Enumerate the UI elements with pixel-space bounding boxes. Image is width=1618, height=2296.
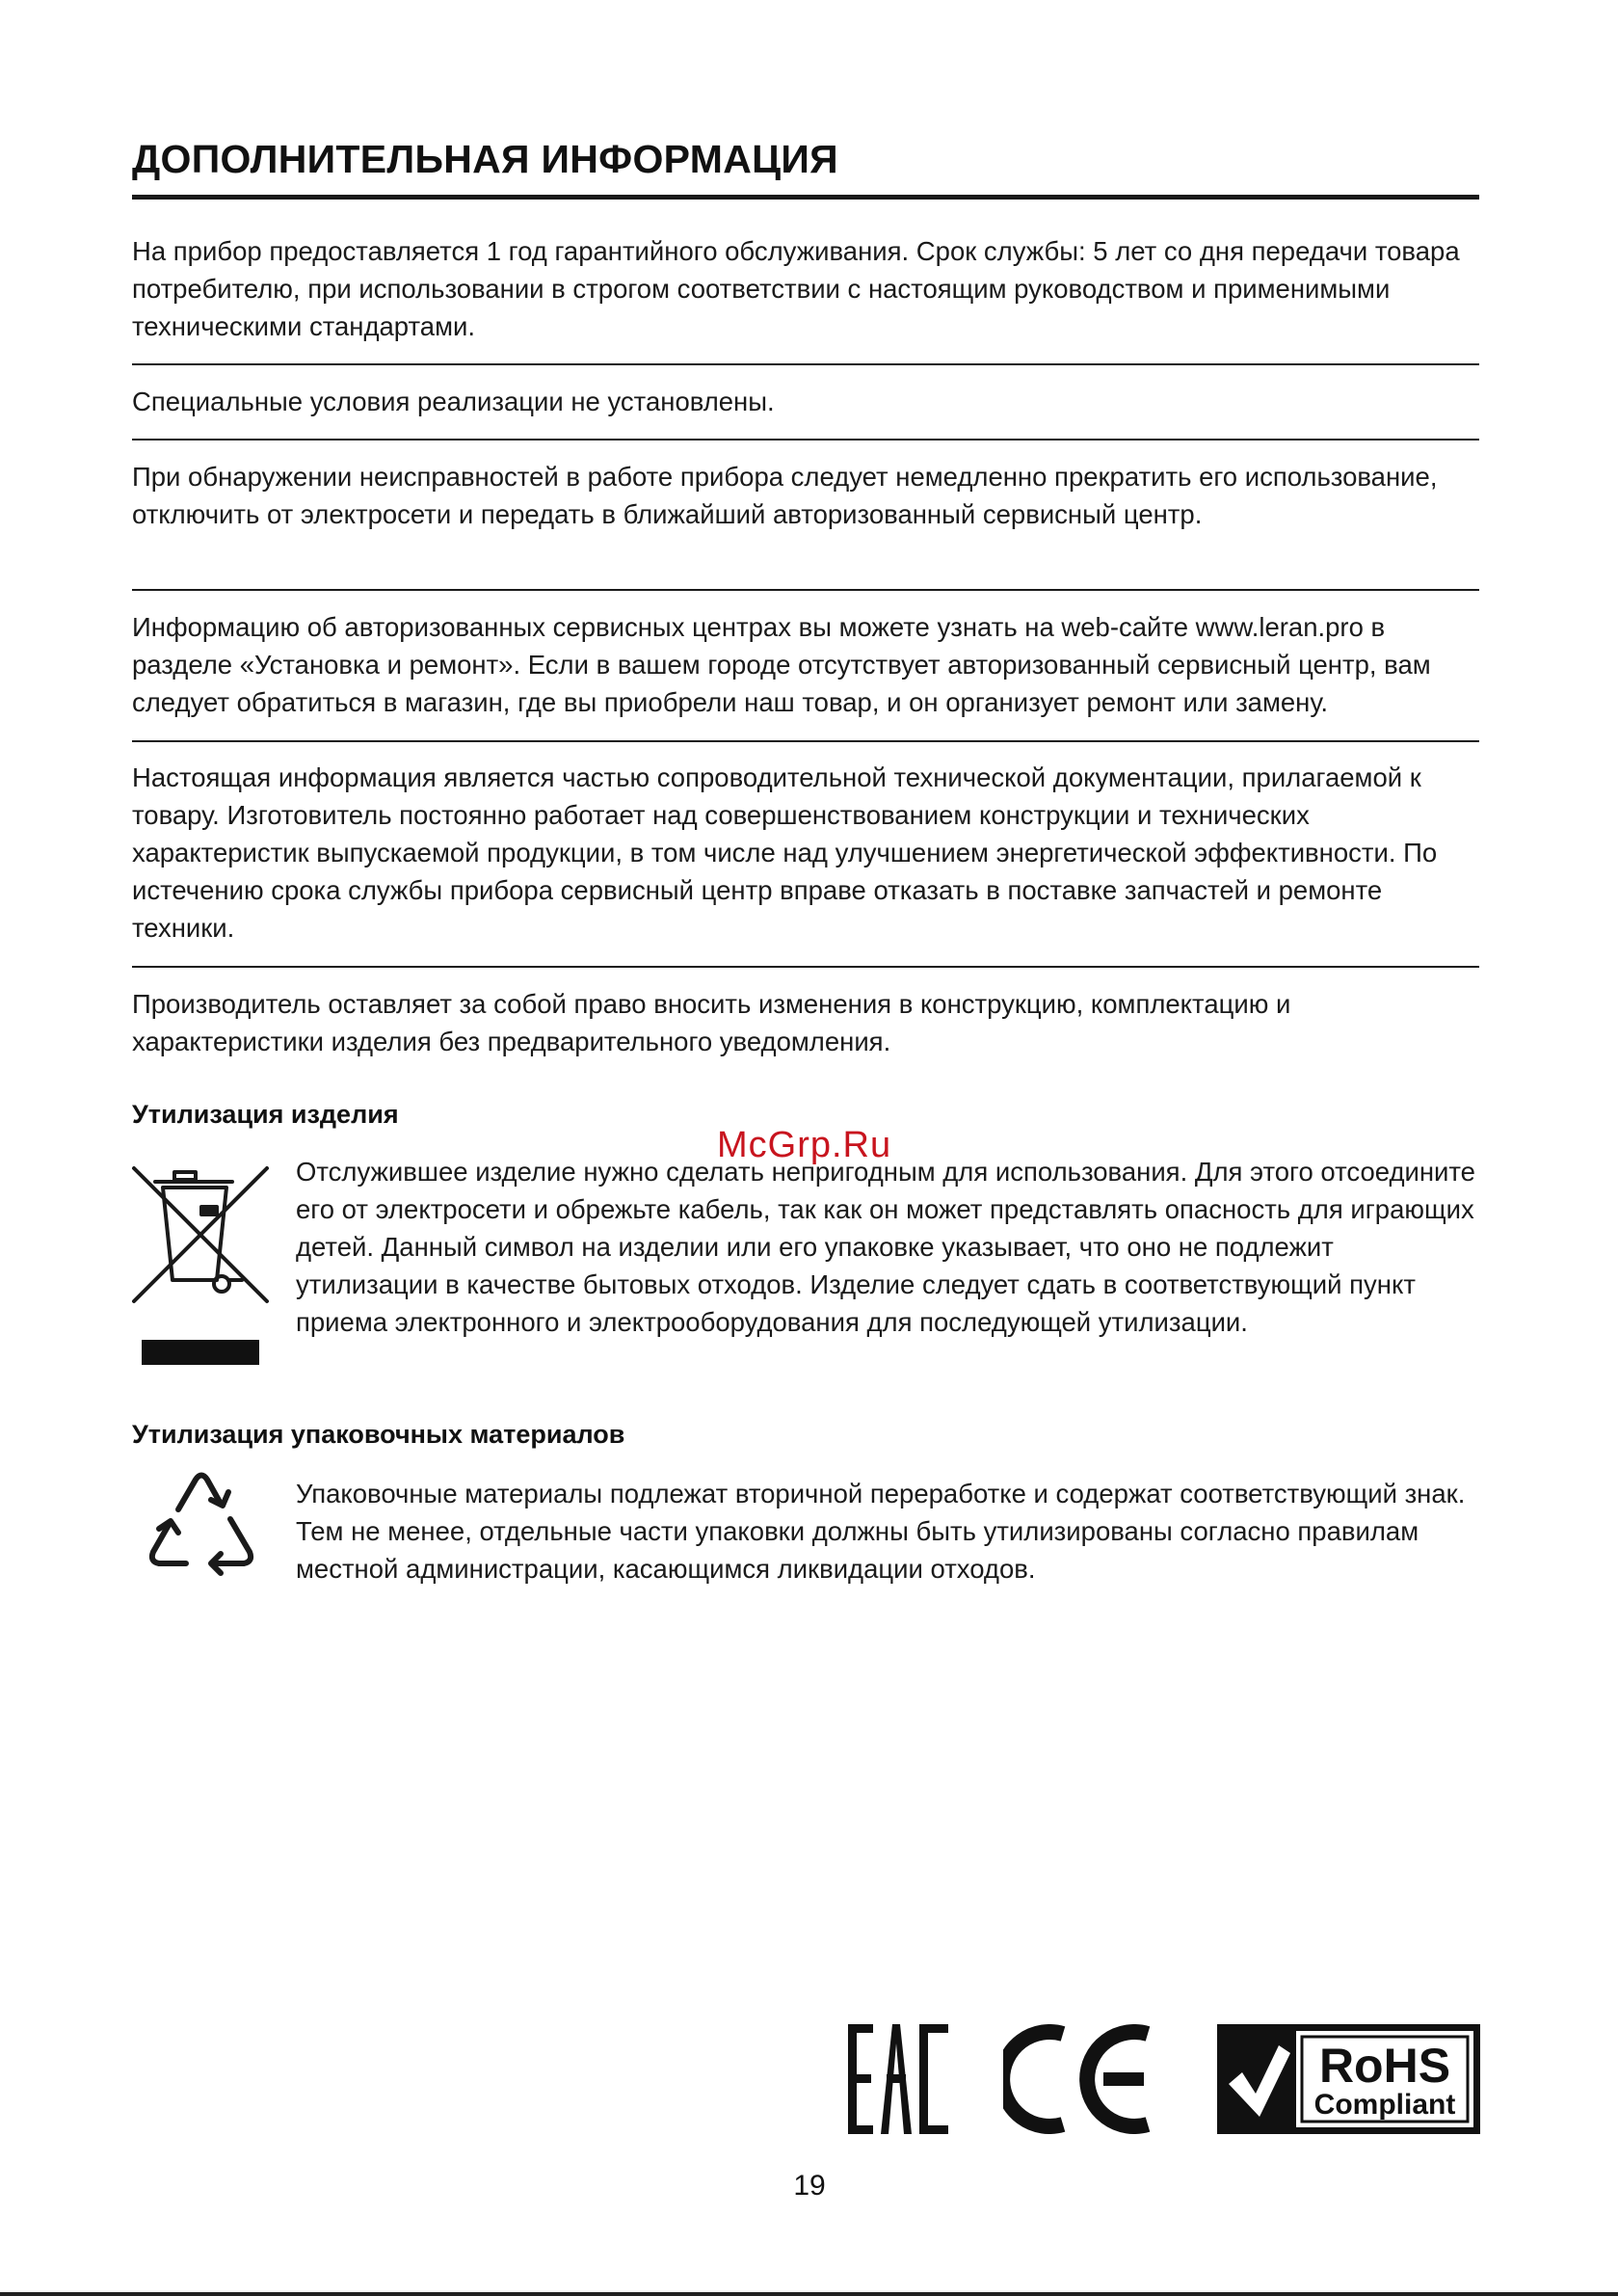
section-divider: [132, 589, 1479, 591]
manufacturer-rights-paragraph: Производитель оставляет за собой право вносить изменения в конструкцию, комплектацию и характеристики изделия без предварительного уведомления.: [132, 989, 1291, 1056]
compliant-label: Compliant: [1313, 2089, 1456, 2121]
documentation-paragraph: Настоящая информация является частью сопроводительной технической документации, прилагаемой к товару. Изготовитель постоянно работает над совершенствованием конструкции и технических характеристик выпускаемой продукции, в том числе над улучшением энергетической эффективности. По истечению срока службы прибора сервисный центр вправе отказать в поставке запчастей и ремонте техники.: [132, 762, 1438, 943]
malfunction-paragraph: При обнаружении неисправностей в работе прибора следует немедленно прекратить его использование, отключить от электросети и передать в ближайший авторизованный сервисный центр.: [132, 462, 1438, 529]
warranty-paragraph: На прибор предоставляется 1 год гарантийного обслуживания. Срок службы: 5 лет со дня передачи товара потребителю, при использовании в строгом соответствии с настоящим руководством и применимыми техническими стандартами.: [132, 236, 1460, 341]
watermark: McGrp.Ru: [717, 1125, 892, 1165]
rohs-label: RoHS: [1318, 2039, 1451, 2093]
disposal-heading: Утилизация изделия: [132, 1100, 399, 1129]
ce-mark-icon: [1003, 2024, 1159, 2134]
eac-mark-icon: [848, 2024, 948, 2134]
disposal-text: Отслужившее изделие нужно сделать непригодным для использования. Для этого отсоедините его от электросети и обрежьте кабель, так как он может представлять опасность для играющих детей. Данный символ на изделии или его упаковке указывает, что оно не подлежит утилизации в качестве бытовых отходов. Изделие следует сдать в соответствующий пункт приема электронного и электрооборудования для последующей утилизации.: [296, 1157, 1475, 1337]
page-number: 19: [793, 2170, 826, 2202]
section-divider: [132, 966, 1479, 968]
section-divider: [132, 439, 1479, 441]
section-divider: [132, 740, 1479, 742]
page-bottom-edge: [0, 2292, 1618, 2296]
page-title: ДОПОЛНИТЕЛЬНАЯ ИНФОРМАЦИЯ: [132, 137, 838, 181]
packaging-heading: Утилизация упаковочных материалов: [132, 1420, 625, 1449]
section-divider: [132, 363, 1479, 365]
title-divider: [132, 195, 1479, 200]
packaging-text: Упаковочные материалы подлежат вторичной переработке и содержат соответствующий знак. Тем не менее, отдельные части упаковки должны быть утилизированы согласно правилам местной администрации, касающимся ликвидации отходов.: [296, 1479, 1466, 1584]
recycle-icon: [142, 1469, 262, 1580]
service-centers-paragraph: Информацию об авторизованных сервисных центрах вы можете узнать на web-сайте www.leran.pro в разделе «Установка и ремонт». Если в вашем городе отсутствует авторизованный сервисный центр, вам следует обратиться в магазин, где вы приобрели наш товар, и он организует ремонт или замену.: [132, 612, 1431, 717]
weee-crossed-bin-icon: [128, 1161, 273, 1373]
sale-conditions-paragraph: Специальные условия реализации не установлены.: [132, 387, 775, 416]
rohs-compliant-badge: [1217, 2024, 1480, 2134]
